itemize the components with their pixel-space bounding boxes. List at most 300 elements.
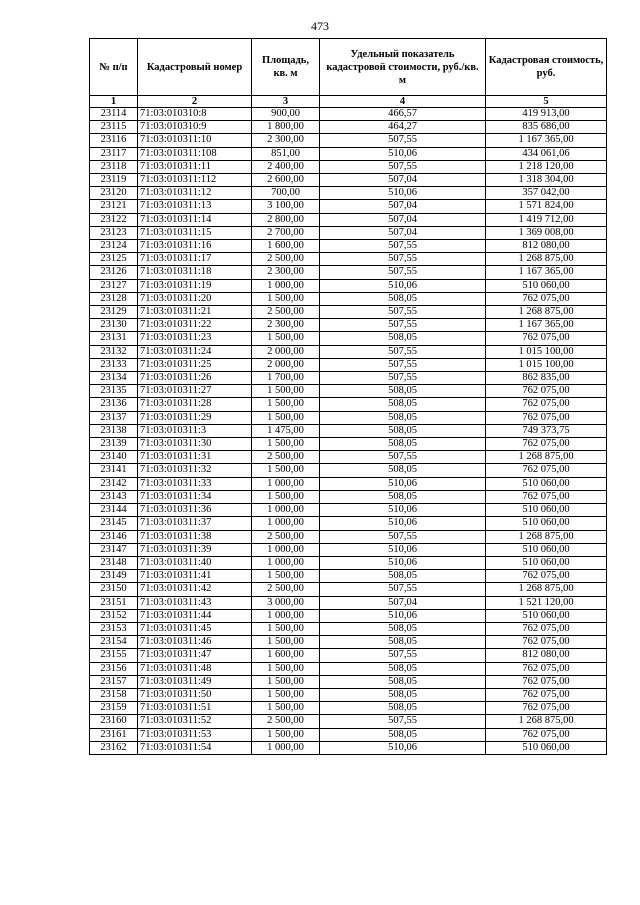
area-cell: 2 000,00 (252, 358, 320, 371)
specific-value-cell: 508,05 (320, 292, 486, 305)
area-cell: 1 500,00 (252, 570, 320, 583)
cadastral-number-cell: 71:03:010311:49 (138, 675, 252, 688)
area-cell: 1 000,00 (252, 517, 320, 530)
cadastral-value-cell: 1 521 120,00 (486, 596, 607, 609)
table-row (90, 319, 607, 332)
table-row (90, 490, 607, 503)
cadastral-value-cell: 357 042,00 (486, 187, 607, 200)
cadastral-number-cell: 71:03:010311:11 (138, 160, 252, 173)
cadastral-value-cell: 762 075,00 (486, 332, 607, 345)
cadastral-number-cell: 71:03:010311:50 (138, 688, 252, 701)
cadastral-number-cell: 71:03:010311:44 (138, 609, 252, 622)
cadastral-number-cell: 71:03:010311:17 (138, 253, 252, 266)
cadastral-number-cell: 71:03:010311:27 (138, 385, 252, 398)
area-cell: 1 800,00 (252, 121, 320, 134)
row-number-cell: 23147 (90, 543, 138, 556)
cadastral-value-cell: 862 835,00 (486, 372, 607, 385)
table-row (90, 213, 607, 226)
area-cell: 1 500,00 (252, 438, 320, 451)
table-row (90, 292, 607, 305)
area-cell: 1 500,00 (252, 688, 320, 701)
area-cell: 1 500,00 (252, 464, 320, 477)
cadastral-value-cell: 762 075,00 (486, 438, 607, 451)
table-row (90, 451, 607, 464)
cadastral-number-cell: 71:03:010311:3 (138, 424, 252, 437)
table-row (90, 411, 607, 424)
table-row (90, 517, 607, 530)
specific-value-cell: 507,04 (320, 200, 486, 213)
cadastral-value-cell: 1 167 365,00 (486, 134, 607, 147)
cadastral-value-cell: 1 218 120,00 (486, 160, 607, 173)
specific-value-cell: 508,05 (320, 424, 486, 437)
specific-value-cell: 510,06 (320, 543, 486, 556)
cadastral-number-cell: 71:03:010311:46 (138, 636, 252, 649)
cadastral-value-cell: 762 075,00 (486, 411, 607, 424)
cadastral-value-cell: 1 268 875,00 (486, 451, 607, 464)
cadastral-value-cell: 510 060,00 (486, 279, 607, 292)
area-cell: 1 500,00 (252, 385, 320, 398)
cadastral-number-cell: 71:03:010311:112 (138, 174, 252, 187)
specific-value-cell: 507,55 (320, 253, 486, 266)
specific-value-cell: 510,06 (320, 609, 486, 622)
cadastral-value-cell: 1 268 875,00 (486, 530, 607, 543)
cadastral-value-cell: 749 373,75 (486, 424, 607, 437)
cadastral-number-cell: 71:03:010311:40 (138, 556, 252, 569)
column-number-row (90, 96, 607, 108)
table-row (90, 715, 607, 728)
specific-value-cell: 510,06 (320, 187, 486, 200)
cadastral-value-cell: 1 369 008,00 (486, 226, 607, 239)
table-row (90, 187, 607, 200)
area-cell: 1 500,00 (252, 292, 320, 305)
area-cell: 2 300,00 (252, 134, 320, 147)
row-number-cell: 23146 (90, 530, 138, 543)
cadastral-value-cell: 1 015 100,00 (486, 345, 607, 358)
cadastral-number-cell: 71:03:010311:14 (138, 213, 252, 226)
specific-value-cell: 507,55 (320, 240, 486, 253)
table-row (90, 108, 607, 121)
cadastral-number-cell: 71:03:010311:24 (138, 345, 252, 358)
cadastral-value-cell: 1 015 100,00 (486, 358, 607, 371)
column-number: 5 (486, 96, 607, 108)
row-number-cell: 23140 (90, 451, 138, 464)
cadastral-value-cell: 812 080,00 (486, 649, 607, 662)
area-cell: 1 000,00 (252, 609, 320, 622)
row-number-cell: 23128 (90, 292, 138, 305)
specific-value-cell: 510,06 (320, 279, 486, 292)
area-cell: 1 500,00 (252, 332, 320, 345)
cadastral-number-cell: 71:03:010310:8 (138, 108, 252, 121)
specific-value-cell: 507,55 (320, 530, 486, 543)
table-row (90, 174, 607, 187)
cadastral-value-cell: 510 060,00 (486, 609, 607, 622)
row-number-cell: 23137 (90, 411, 138, 424)
cadastral-number-cell: 71:03:010311:15 (138, 226, 252, 239)
cadastral-number-cell: 71:03:010311:28 (138, 398, 252, 411)
area-cell: 1 500,00 (252, 411, 320, 424)
table-row (90, 675, 607, 688)
table-row (90, 596, 607, 609)
area-cell: 2 800,00 (252, 213, 320, 226)
table-row (90, 649, 607, 662)
specific-value-cell: 466,57 (320, 108, 486, 121)
cadastral-value-cell: 762 075,00 (486, 675, 607, 688)
cadastral-number-cell: 71:03:010311:43 (138, 596, 252, 609)
specific-value-cell: 508,05 (320, 490, 486, 503)
area-cell: 3 000,00 (252, 596, 320, 609)
table-row (90, 728, 607, 741)
specific-value-cell: 464,27 (320, 121, 486, 134)
cadastral-value-cell: 1 268 875,00 (486, 715, 607, 728)
row-number-cell: 23132 (90, 345, 138, 358)
specific-value-cell: 507,55 (320, 372, 486, 385)
column-number: 2 (138, 96, 252, 108)
row-number-cell: 23161 (90, 728, 138, 741)
cadastral-number-cell: 71:03:010311:21 (138, 306, 252, 319)
cadastral-table (89, 38, 607, 755)
row-number-cell: 23119 (90, 174, 138, 187)
area-cell: 900,00 (252, 108, 320, 121)
row-number-cell: 23151 (90, 596, 138, 609)
row-number-cell: 23129 (90, 306, 138, 319)
row-number-cell: 23141 (90, 464, 138, 477)
area-cell: 2 700,00 (252, 226, 320, 239)
row-number-cell: 23139 (90, 438, 138, 451)
specific-value-cell: 508,05 (320, 688, 486, 701)
table-row (90, 609, 607, 622)
row-number-cell: 23133 (90, 358, 138, 371)
row-number-cell: 23155 (90, 649, 138, 662)
specific-value-cell: 510,06 (320, 477, 486, 490)
row-number-cell: 23142 (90, 477, 138, 490)
specific-value-cell: 507,55 (320, 715, 486, 728)
table-row (90, 385, 607, 398)
area-cell: 2 500,00 (252, 451, 320, 464)
row-number-cell: 23148 (90, 556, 138, 569)
header-specific-value: Удельный показатель кадастровой стоимости, руб./кв. м (320, 39, 486, 96)
area-cell: 2 500,00 (252, 253, 320, 266)
cadastral-number-cell: 71:03:010311:54 (138, 741, 252, 754)
cadastral-value-cell: 419 913,00 (486, 108, 607, 121)
area-cell: 2 400,00 (252, 160, 320, 173)
cadastral-value-cell: 1 268 875,00 (486, 253, 607, 266)
area-cell: 2 600,00 (252, 174, 320, 187)
header-area: Площадь, кв. м (252, 39, 320, 96)
table-row (90, 622, 607, 635)
specific-value-cell: 507,04 (320, 226, 486, 239)
specific-value-cell: 508,05 (320, 622, 486, 635)
table-row (90, 226, 607, 239)
specific-value-cell: 508,05 (320, 702, 486, 715)
cadastral-value-cell: 762 075,00 (486, 622, 607, 635)
row-number-cell: 23120 (90, 187, 138, 200)
cadastral-number-cell: 71:03:010311:22 (138, 319, 252, 332)
area-cell: 1 000,00 (252, 741, 320, 754)
specific-value-cell: 508,05 (320, 411, 486, 424)
row-number-cell: 23162 (90, 741, 138, 754)
area-cell: 1 500,00 (252, 636, 320, 649)
area-cell: 2 500,00 (252, 306, 320, 319)
area-cell: 1 500,00 (252, 622, 320, 635)
row-number-cell: 23134 (90, 372, 138, 385)
cadastral-number-cell: 71:03:010311:52 (138, 715, 252, 728)
cadastral-number-cell: 71:03:010311:31 (138, 451, 252, 464)
specific-value-cell: 508,05 (320, 728, 486, 741)
header-cadastral-value: Кадастровая стоимость, руб. (486, 39, 607, 96)
table-row (90, 147, 607, 160)
area-cell: 1 000,00 (252, 279, 320, 292)
row-number-cell: 23153 (90, 622, 138, 635)
cadastral-value-cell: 1 167 365,00 (486, 266, 607, 279)
cadastral-value-cell: 510 060,00 (486, 741, 607, 754)
specific-value-cell: 508,05 (320, 438, 486, 451)
row-number-cell: 23143 (90, 490, 138, 503)
area-cell: 2 500,00 (252, 583, 320, 596)
cadastral-value-cell: 762 075,00 (486, 398, 607, 411)
table-row (90, 570, 607, 583)
cadastral-value-cell: 762 075,00 (486, 570, 607, 583)
specific-value-cell: 508,05 (320, 636, 486, 649)
table-row (90, 688, 607, 701)
table-row (90, 530, 607, 543)
specific-value-cell: 507,04 (320, 596, 486, 609)
area-cell: 1 000,00 (252, 504, 320, 517)
area-cell: 1 600,00 (252, 240, 320, 253)
cadastral-number-cell: 71:03:010311:30 (138, 438, 252, 451)
table-row (90, 279, 607, 292)
cadastral-number-cell: 71:03:010311:37 (138, 517, 252, 530)
cadastral-number-cell: 71:03:010311:34 (138, 490, 252, 503)
area-cell: 1 000,00 (252, 477, 320, 490)
row-number-cell: 23130 (90, 319, 138, 332)
row-number-cell: 23154 (90, 636, 138, 649)
table-row (90, 424, 607, 437)
header-row (90, 39, 607, 96)
specific-value-cell: 507,04 (320, 174, 486, 187)
cadastral-number-cell: 71:03:010311:45 (138, 622, 252, 635)
row-number-cell: 23122 (90, 213, 138, 226)
cadastral-value-cell: 762 075,00 (486, 636, 607, 649)
cadastral-value-cell: 510 060,00 (486, 517, 607, 530)
column-number: 4 (320, 96, 486, 108)
table-row (90, 556, 607, 569)
area-cell: 700,00 (252, 187, 320, 200)
area-cell: 2 000,00 (252, 345, 320, 358)
row-number-cell: 23149 (90, 570, 138, 583)
area-cell: 1 500,00 (252, 728, 320, 741)
row-number-cell: 23138 (90, 424, 138, 437)
area-cell: 2 500,00 (252, 715, 320, 728)
cadastral-number-cell: 71:03:010311:38 (138, 530, 252, 543)
cadastral-number-cell: 71:03:010311:16 (138, 240, 252, 253)
table-row (90, 662, 607, 675)
table-row (90, 636, 607, 649)
specific-value-cell: 507,55 (320, 306, 486, 319)
specific-value-cell: 508,05 (320, 662, 486, 675)
cadastral-value-cell: 762 075,00 (486, 385, 607, 398)
area-cell: 1 700,00 (252, 372, 320, 385)
table-row (90, 543, 607, 556)
table-row (90, 372, 607, 385)
row-number-cell: 23116 (90, 134, 138, 147)
cadastral-value-cell: 835 686,00 (486, 121, 607, 134)
specific-value-cell: 507,55 (320, 266, 486, 279)
row-number-cell: 23131 (90, 332, 138, 345)
cadastral-number-cell: 71:03:010311:20 (138, 292, 252, 305)
row-number-cell: 23156 (90, 662, 138, 675)
row-number-cell: 23150 (90, 583, 138, 596)
table-row (90, 266, 607, 279)
area-cell: 851,00 (252, 147, 320, 160)
cadastral-value-cell: 1 571 824,00 (486, 200, 607, 213)
row-number-cell: 23115 (90, 121, 138, 134)
cadastral-number-cell: 71:03:010311:12 (138, 187, 252, 200)
cadastral-value-cell: 762 075,00 (486, 292, 607, 305)
specific-value-cell: 507,55 (320, 649, 486, 662)
specific-value-cell: 508,05 (320, 675, 486, 688)
row-number-cell: 23127 (90, 279, 138, 292)
specific-value-cell: 508,05 (320, 464, 486, 477)
specific-value-cell: 508,05 (320, 398, 486, 411)
table-row (90, 332, 607, 345)
table-row (90, 160, 607, 173)
area-cell: 1 500,00 (252, 702, 320, 715)
cadastral-value-cell: 1 268 875,00 (486, 306, 607, 319)
area-cell: 1 500,00 (252, 675, 320, 688)
specific-value-cell: 510,06 (320, 147, 486, 160)
cadastral-value-cell: 812 080,00 (486, 240, 607, 253)
cadastral-value-cell: 762 075,00 (486, 490, 607, 503)
row-number-cell: 23157 (90, 675, 138, 688)
specific-value-cell: 507,55 (320, 345, 486, 358)
cadastral-value-cell: 762 075,00 (486, 464, 607, 477)
area-cell: 1 500,00 (252, 490, 320, 503)
cadastral-number-cell: 71:03:010310:9 (138, 121, 252, 134)
cadastral-number-cell: 71:03:010311:41 (138, 570, 252, 583)
area-cell: 1 600,00 (252, 649, 320, 662)
row-number-cell: 23144 (90, 504, 138, 517)
row-number-cell: 23123 (90, 226, 138, 239)
table-row (90, 504, 607, 517)
row-number-cell: 23121 (90, 200, 138, 213)
row-number-cell: 23136 (90, 398, 138, 411)
cadastral-number-cell: 71:03:010311:47 (138, 649, 252, 662)
area-cell: 1 000,00 (252, 543, 320, 556)
specific-value-cell: 510,06 (320, 741, 486, 754)
specific-value-cell: 508,05 (320, 570, 486, 583)
row-number-cell: 23126 (90, 266, 138, 279)
specific-value-cell: 507,55 (320, 358, 486, 371)
specific-value-cell: 508,05 (320, 332, 486, 345)
specific-value-cell: 508,05 (320, 385, 486, 398)
specific-value-cell: 507,04 (320, 213, 486, 226)
cadastral-value-cell: 434 061,06 (486, 147, 607, 160)
cadastral-value-cell: 1 268 875,00 (486, 583, 607, 596)
table-body (90, 108, 607, 755)
table-row (90, 741, 607, 754)
column-number: 3 (252, 96, 320, 108)
table-row (90, 200, 607, 213)
cadastral-number-cell: 71:03:010311:18 (138, 266, 252, 279)
area-cell: 1 475,00 (252, 424, 320, 437)
table-row (90, 702, 607, 715)
area-cell: 3 100,00 (252, 200, 320, 213)
specific-value-cell: 510,06 (320, 517, 486, 530)
specific-value-cell: 507,55 (320, 160, 486, 173)
cadastral-number-cell: 71:03:010311:39 (138, 543, 252, 556)
cadastral-number-cell: 71:03:010311:25 (138, 358, 252, 371)
row-number-cell: 23145 (90, 517, 138, 530)
table-row (90, 121, 607, 134)
table-row (90, 345, 607, 358)
specific-value-cell: 510,06 (320, 504, 486, 517)
specific-value-cell: 507,55 (320, 319, 486, 332)
cadastral-number-cell: 71:03:010311:51 (138, 702, 252, 715)
cadastral-number-cell: 71:03:010311:19 (138, 279, 252, 292)
cadastral-number-cell: 71:03:010311:48 (138, 662, 252, 675)
cadastral-value-cell: 510 060,00 (486, 477, 607, 490)
table-row (90, 358, 607, 371)
cadastral-value-cell: 1 419 712,00 (486, 213, 607, 226)
table-row (90, 477, 607, 490)
table-row (90, 134, 607, 147)
row-number-cell: 23158 (90, 688, 138, 701)
cadastral-number-cell: 71:03:010311:36 (138, 504, 252, 517)
row-number-cell: 23125 (90, 253, 138, 266)
cadastral-value-cell: 510 060,00 (486, 504, 607, 517)
cadastral-number-cell: 71:03:010311:23 (138, 332, 252, 345)
specific-value-cell: 507,55 (320, 451, 486, 464)
table-row (90, 398, 607, 411)
specific-value-cell: 507,55 (320, 134, 486, 147)
cadastral-number-cell: 71:03:010311:33 (138, 477, 252, 490)
page-number: 473 (311, 19, 329, 33)
cadastral-number-cell: 71:03:010311:29 (138, 411, 252, 424)
row-number-cell: 23152 (90, 609, 138, 622)
table-row (90, 583, 607, 596)
column-number: 1 (90, 96, 138, 108)
specific-value-cell: 510,06 (320, 556, 486, 569)
table-row (90, 253, 607, 266)
table-row (90, 240, 607, 253)
cadastral-number-cell: 71:03:010311:32 (138, 464, 252, 477)
table-row (90, 306, 607, 319)
row-number-cell: 23160 (90, 715, 138, 728)
header-row-number: № п/п (90, 39, 138, 96)
row-number-cell: 23117 (90, 147, 138, 160)
cadastral-value-cell: 762 075,00 (486, 688, 607, 701)
table-row (90, 438, 607, 451)
specific-value-cell: 507,55 (320, 583, 486, 596)
area-cell: 2 300,00 (252, 319, 320, 332)
area-cell: 2 300,00 (252, 266, 320, 279)
cadastral-number-cell: 71:03:010311:42 (138, 583, 252, 596)
row-number-cell: 23114 (90, 108, 138, 121)
cadastral-value-cell: 762 075,00 (486, 702, 607, 715)
area-cell: 1 500,00 (252, 662, 320, 675)
cadastral-value-cell: 762 075,00 (486, 662, 607, 675)
area-cell: 2 500,00 (252, 530, 320, 543)
cadastral-value-cell: 510 060,00 (486, 556, 607, 569)
cadastral-value-cell: 1 167 365,00 (486, 319, 607, 332)
cadastral-number-cell: 71:03:010311:10 (138, 134, 252, 147)
cadastral-value-cell: 1 318 304,00 (486, 174, 607, 187)
cadastral-number-cell: 71:03:010311:53 (138, 728, 252, 741)
header-cadastral-number: Кадастровый номер (138, 39, 252, 96)
cadastral-number-cell: 71:03:010311:26 (138, 372, 252, 385)
area-cell: 1 000,00 (252, 556, 320, 569)
row-number-cell: 23124 (90, 240, 138, 253)
